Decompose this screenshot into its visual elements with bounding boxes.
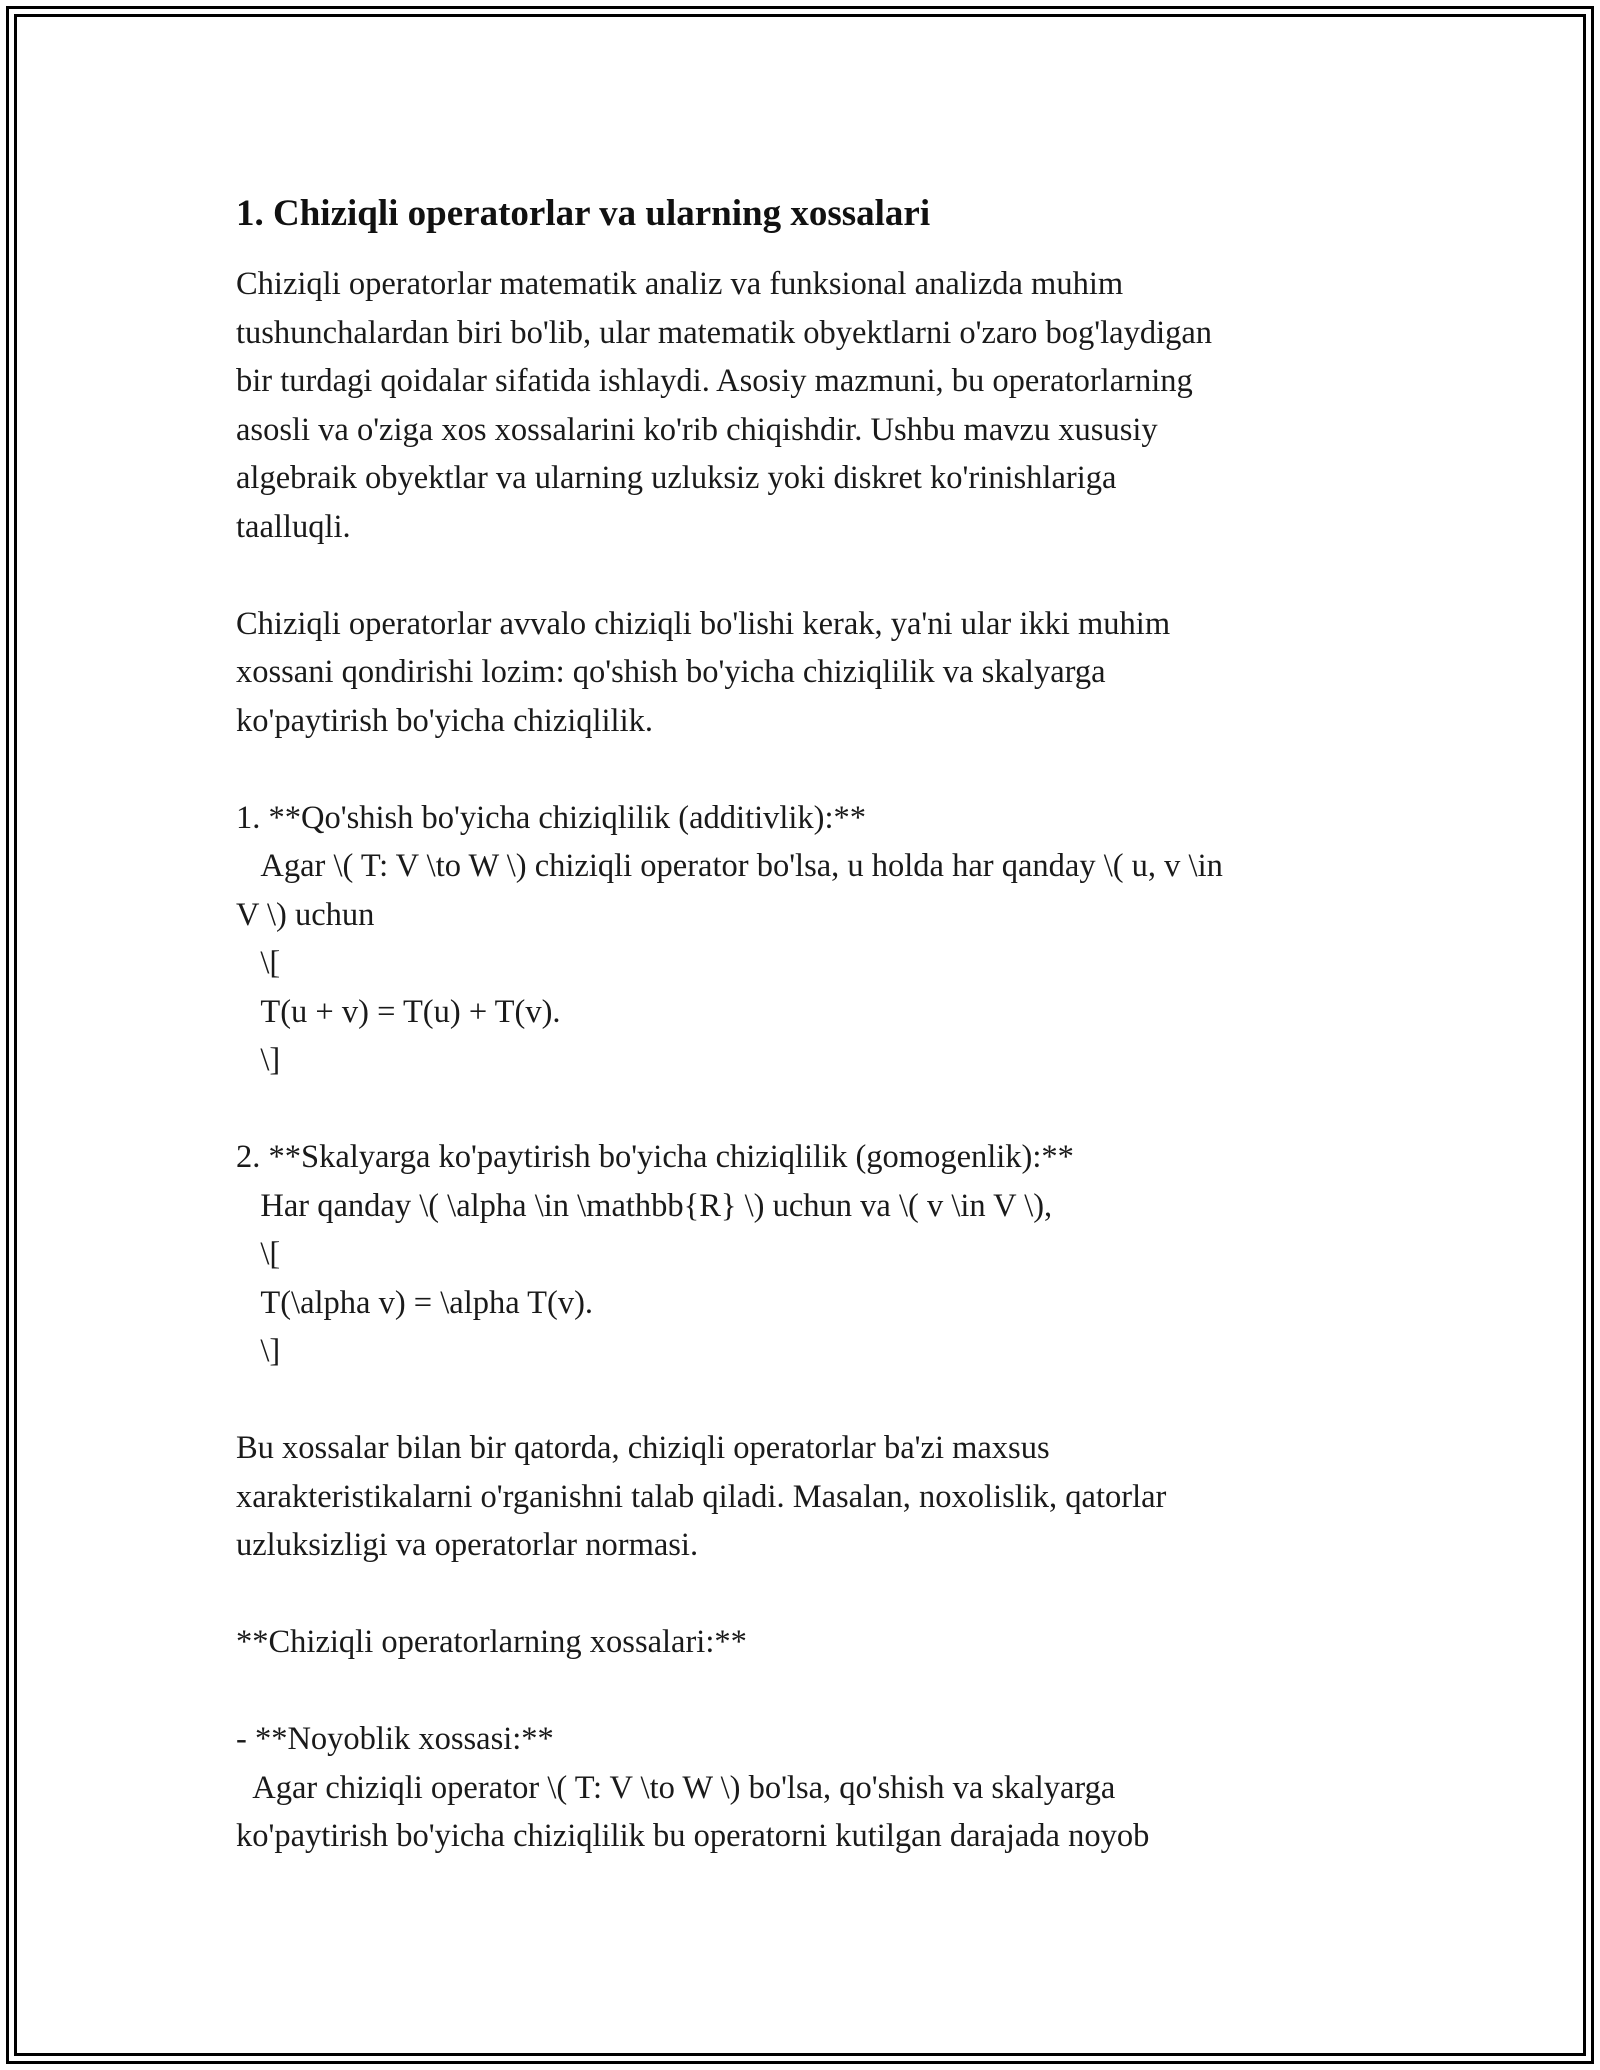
intro-paragraph: Chiziqli operatorlar matematik analiz va funksional analizda muhim tushunchalardan biri bo'lib, ular matematik obyektlarni o'zaro bog'laydigan bir turdagi qoidalar sifatida ishlaydi. Asosiy mazmuni, bu operatorlarning asosli va o'ziga xos xossalarini ko'rib chiqishdir. Ushbu mavzu xususiy algebraik obyektlar va ularning uzluksiz yoki diskret ko'rinishlariga taalluqli. [236, 266, 1213, 545]
paragraph-gap [236, 1376, 1366, 1425]
additivity-item: 1. **Qo'shish bo'yicha chiziqlilik (additivlik):** Agar \( T: V \to W \) chiziqli operator bo'lsa, u holda har qanday \( u, v \in V \) uchun \[ T(u + v) = T(u) + T(v). \] [236, 799, 1223, 1078]
paragraph-gap [236, 1667, 1366, 1716]
paragraph-gap [236, 1570, 1366, 1619]
document-body [236, 188, 1366, 1861]
uniqueness-item: - **Noyoblik xossasi:** Agar chiziqli operator \( T: V \to W \) bo'lsa, qo'shish va skalyarga ko'paytirish bo'yicha chiziqlilik bu operatorni kutilgan darajada noyob [236, 1721, 1150, 1854]
section-title: 1. Chiziqli operatorlar va ularning xossalari [236, 193, 931, 234]
properties-heading: **Chiziqli operatorlarning xossalari:** [236, 1624, 747, 1660]
linearity-paragraph: Chiziqli operatorlar avvalo chiziqli bo'lishi kerak, ya'ni ular ikki muhim xossani qondirishi lozim: qo'shish bo'yicha chiziqlilik va skalyarga ko'paytirish bo'yicha chiziqlilik. [236, 605, 1171, 739]
paragraph-gap [236, 551, 1366, 600]
homogeneity-item: 2. **Skalyarga ko'paytirish bo'yicha chiziqlilik (gomogenlik):** Har qanday \( \alpha \in \mathbb{R} \) uchun va \( v \in V \), \[ T(\alpha v) = \alpha T(v). \] [236, 1139, 1074, 1369]
paragraph-gap [236, 1085, 1366, 1134]
paragraph-gap [236, 745, 1366, 794]
characteristics-paragraph: Bu xossalar bilan bir qatorda, chiziqli operatorlar ba'zi maxsus xarakteristikalarni o'rganishni talab qiladi. Masalan, noxolislik, qatorlar uzluksizligi va operatorlar normasi. [236, 1430, 1167, 1563]
